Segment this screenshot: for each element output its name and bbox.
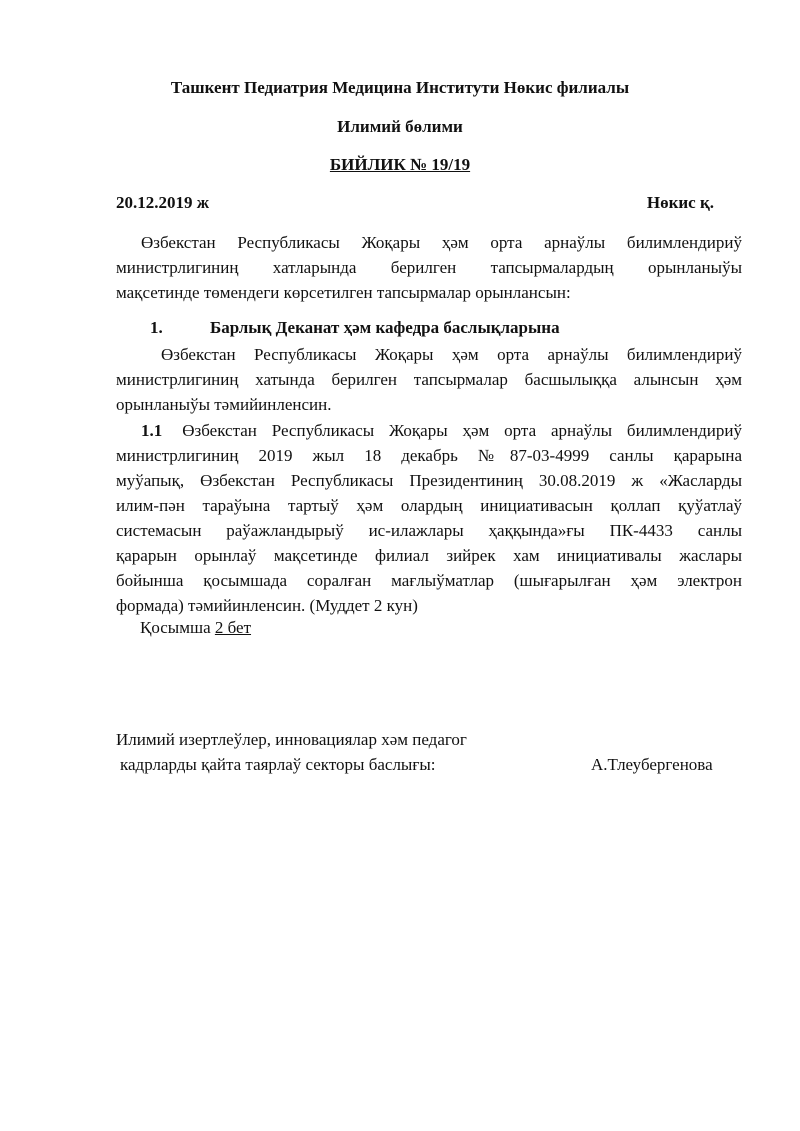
section-1-line: министрлигиниң хатында берилген тапсырмалар басшылыққа алынсын ҳәм bbox=[116, 370, 742, 389]
signature-name: А.Тлеубергенова bbox=[591, 755, 713, 774]
attachment-label: Қосымша bbox=[140, 618, 215, 637]
section-1-1-paragraph bbox=[116, 418, 742, 618]
department-title: Илимий бөлими bbox=[337, 117, 463, 136]
signature-position-line-1: Илимий изертлеўлер, инновациялар хәм педагог bbox=[116, 730, 467, 749]
section-1-title: Барлық Деканат ҳәм кафедра баслықларына bbox=[210, 318, 560, 337]
intro-line: мақсетинде төмендеги көрсетилген тапсырмалар орынлансын: bbox=[116, 283, 571, 302]
section-1-1-line: бойынша қосымшада соралған мағлыўматлар (шығарылған ҳәм электрон bbox=[116, 571, 742, 590]
intro-paragraph bbox=[116, 230, 742, 305]
section-1-1-line: муўапық, Өзбекстан Республикасы Президентиниң 30.08.2019 ж «Жасларды bbox=[116, 471, 742, 490]
section-1-1-first-line bbox=[116, 418, 742, 443]
attachment-note bbox=[140, 618, 251, 638]
section-1-line: орынланыўы тәмийинленсин. bbox=[116, 395, 332, 414]
intro-line: Өзбекстан Республикасы Жоқары ҳәм орта арнаўлы билимлендириў bbox=[141, 233, 742, 252]
attachment-pages: 2 бет bbox=[214, 618, 252, 637]
section-1-1-line: министрлигиниң 2019 жыл 18 декабрь №87-03-4999 санлы қарарына bbox=[116, 446, 742, 465]
intro-line: министрлигиниң хатларында берилген тапсырмалардың орынланыўы bbox=[116, 258, 742, 277]
order-date: 20.12.2019 ж bbox=[116, 193, 210, 212]
signature-position-line-2: кадрларды қайта таярлаў секторы баслығы: bbox=[120, 755, 436, 774]
section-1-number: 1. bbox=[150, 318, 163, 337]
order-title: БИЙЛИК № 19/19 bbox=[329, 155, 471, 174]
institution-title: Ташкент Педиатрия Медицина Институти Нөкис филиалы bbox=[170, 78, 630, 97]
section-1-1-number: 1.1 bbox=[141, 421, 163, 440]
section-1-heading bbox=[150, 318, 560, 338]
section-1-1-line: Өзбекстан Республикасы Жоқары ҳәм орта арнаўлы билимлендириў bbox=[182, 421, 742, 440]
order-place: Нөкис қ. bbox=[646, 193, 714, 212]
section-1-1-line: формада) тәмийинленсин. (Муддет 2 кун) bbox=[116, 596, 418, 615]
section-1-1-line: қарарын орынлаў мақсетинде филиал зийрек хам инициативалы жаслары bbox=[116, 546, 742, 565]
section-1-1-line: илим-пән тараўына тартыў ҳәм олардың инициативасын қоллап қуўатлаў bbox=[116, 496, 742, 515]
section-1-paragraph bbox=[116, 342, 742, 417]
section-1-1-line: системасын раўажландырыў ис-илажлары ҳаққында»ғы ПК-4433 санлы bbox=[116, 521, 742, 540]
section-1-line: Өзбекстан Республикасы Жоқары ҳәм орта арнаўлы билимлендириў bbox=[161, 345, 742, 364]
